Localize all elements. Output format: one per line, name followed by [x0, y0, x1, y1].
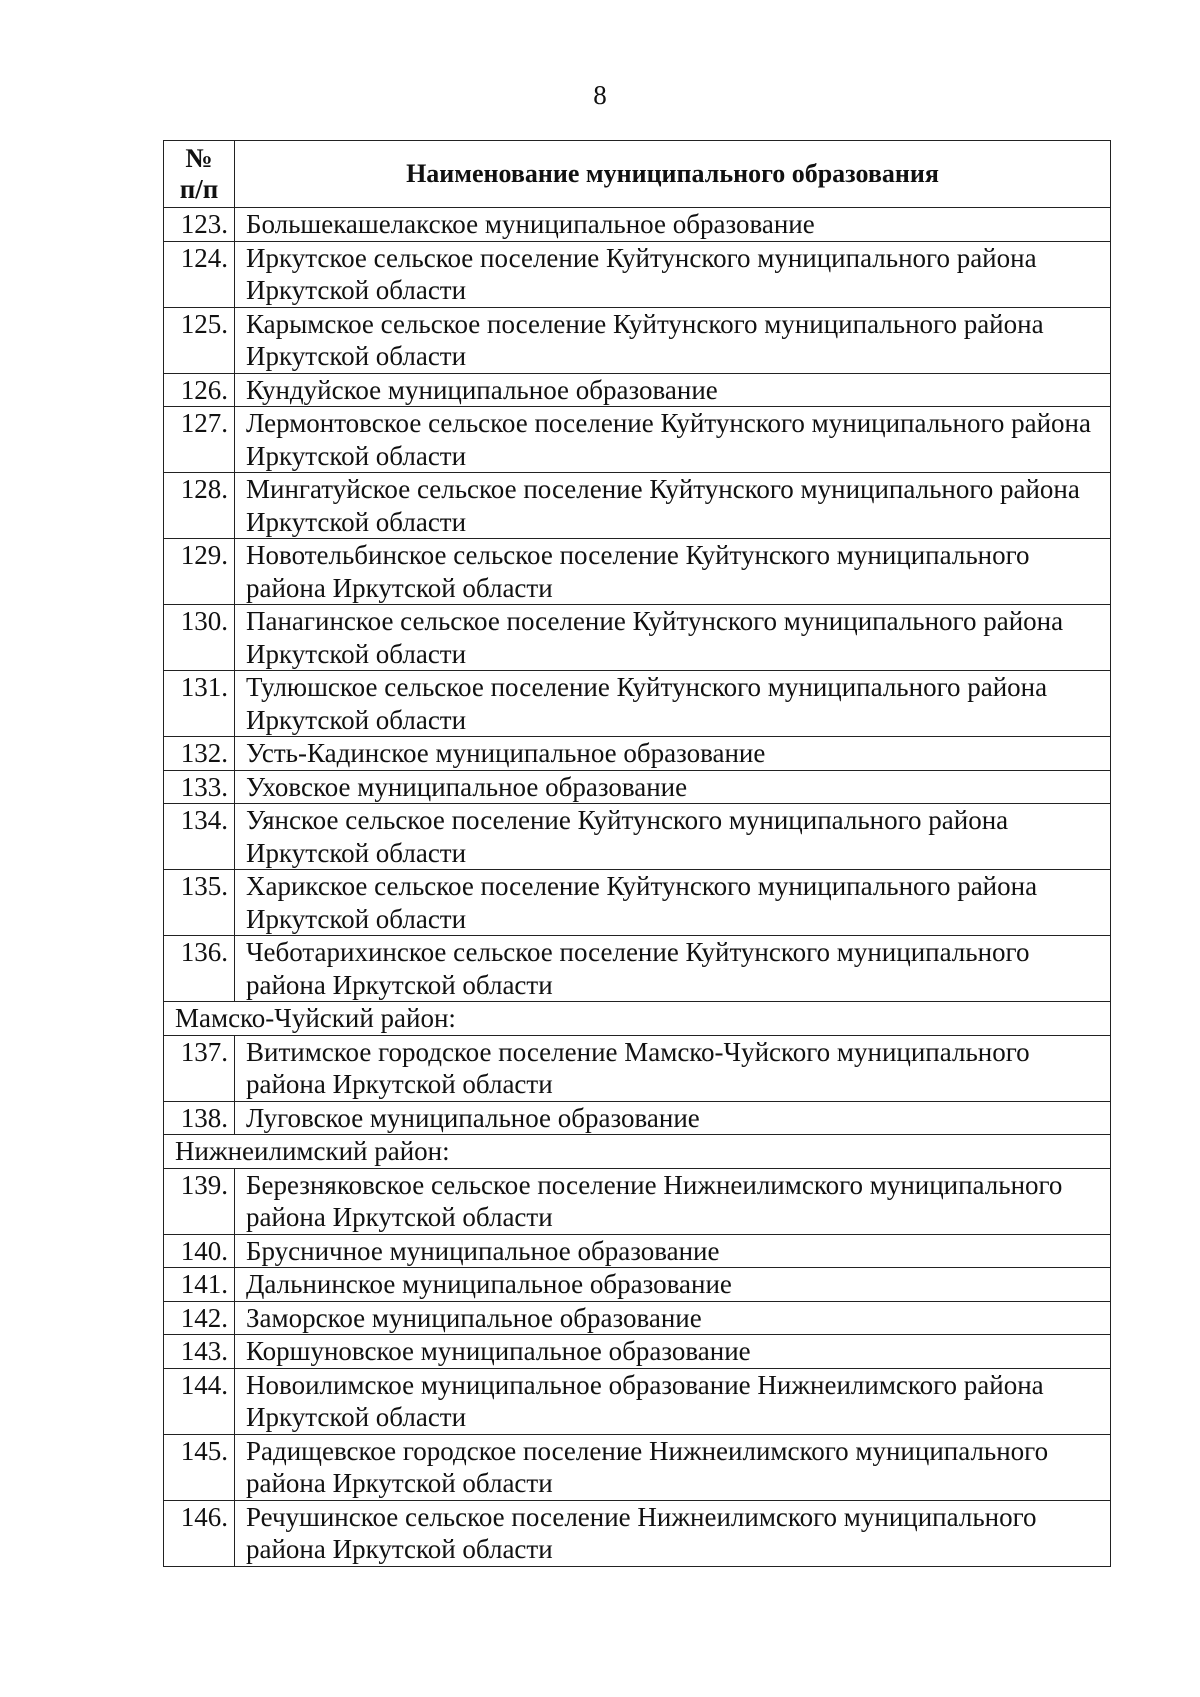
row-number: 127.	[164, 407, 235, 473]
municipality-name: Харикское сельское поселение Куйтунского муниципального района Иркутской области	[235, 870, 1111, 936]
municipality-name: Дальнинское муниципальное образование	[235, 1268, 1111, 1302]
row-number: 138.	[164, 1101, 235, 1135]
table-row	[164, 671, 1111, 737]
municipality-name: Мингатуйское сельское поселение Куйтунского муниципального района Иркутской области	[235, 473, 1111, 539]
row-number: 136.	[164, 936, 235, 1002]
table-row	[164, 1301, 1111, 1335]
municipality-name: Брусничное муниципальное образование	[235, 1234, 1111, 1268]
municipality-name: Тулюшское сельское поселение Куйтунского муниципального района Иркутской области	[235, 671, 1111, 737]
municipality-name: Заморское муниципальное образование	[235, 1301, 1111, 1335]
municipality-name: Большекашелакское муниципальное образование	[235, 208, 1111, 242]
municipality-name: Новоилимское муниципальное образование Нижнеилимского района Иркутской области	[235, 1368, 1111, 1434]
municipality-name: Панагинское сельское поселение Куйтунского муниципального района Иркутской области	[235, 605, 1111, 671]
table-row	[164, 770, 1111, 804]
row-number: 144.	[164, 1368, 235, 1434]
municipality-name: Радищевское городское поселение Нижнеилимского муниципального района Иркутской области	[235, 1434, 1111, 1500]
row-number: 131.	[164, 671, 235, 737]
table-row	[164, 605, 1111, 671]
row-number: 140.	[164, 1234, 235, 1268]
district-group-label: Мамско-Чуйский район:	[164, 1002, 1111, 1036]
header-name-cell: Наименование муниципального образования	[235, 141, 1111, 208]
header-number-symbol: №	[185, 143, 213, 173]
municipality-name: Березняковское сельское поселение Нижнеилимского муниципального района Иркутской области	[235, 1168, 1111, 1234]
table-row	[164, 473, 1111, 539]
municipality-name: Новотельбинское сельское поселение Куйтунского муниципального района Иркутской области	[235, 539, 1111, 605]
table-header-row	[164, 141, 1111, 208]
table-body	[164, 208, 1111, 1567]
row-number: 132.	[164, 737, 235, 771]
row-number: 128.	[164, 473, 235, 539]
district-group-row	[164, 1135, 1111, 1169]
table-row	[164, 1168, 1111, 1234]
table-row	[164, 1335, 1111, 1369]
row-number: 145.	[164, 1434, 235, 1500]
table-row	[164, 1500, 1111, 1566]
municipality-name: Кундуйское муниципальное образование	[235, 373, 1111, 407]
row-number: 123.	[164, 208, 235, 242]
row-number: 135.	[164, 870, 235, 936]
municipality-name: Иркутское сельское поселение Куйтунского муниципального района Иркутской области	[235, 241, 1111, 307]
table-row	[164, 1368, 1111, 1434]
row-number: 139.	[164, 1168, 235, 1234]
district-group-label: Нижнеилимский район:	[164, 1135, 1111, 1169]
row-number: 124.	[164, 241, 235, 307]
municipalities-table	[163, 140, 1111, 1567]
row-number: 134.	[164, 804, 235, 870]
table-row	[164, 737, 1111, 771]
table-row	[164, 1035, 1111, 1101]
district-group-row	[164, 1002, 1111, 1036]
municipality-name: Карымское сельское поселение Куйтунского муниципального района Иркутской области	[235, 307, 1111, 373]
municipalities-table-container	[163, 140, 1110, 1567]
table-row	[164, 407, 1111, 473]
table-row	[164, 804, 1111, 870]
municipality-name: Чеботарихинское сельское поселение Куйтунского муниципального района Иркутской области	[235, 936, 1111, 1002]
municipality-name: Луговское муниципальное образование	[235, 1101, 1111, 1135]
header-number-abbrev: п/п	[179, 174, 219, 204]
municipality-name: Речушинское сельское поселение Нижнеилимского муниципального района Иркутской области	[235, 1500, 1111, 1566]
row-number: 125.	[164, 307, 235, 373]
table-row	[164, 1268, 1111, 1302]
municipality-name: Лермонтовское сельское поселение Куйтунского муниципального района Иркутской области	[235, 407, 1111, 473]
municipality-name: Уховское муниципальное образование	[235, 770, 1111, 804]
row-number: 137.	[164, 1035, 235, 1101]
table-row	[164, 241, 1111, 307]
row-number: 130.	[164, 605, 235, 671]
page-number: 8	[593, 80, 607, 110]
municipality-name: Витимское городское поселение Мамско-Чуйского муниципального района Иркутской области	[235, 1035, 1111, 1101]
table-row	[164, 373, 1111, 407]
row-number: 143.	[164, 1335, 235, 1369]
municipality-name: Коршуновское муниципальное образование	[235, 1335, 1111, 1369]
table-row	[164, 1434, 1111, 1500]
table-row	[164, 307, 1111, 373]
municipality-name: Усть-Кадинское муниципальное образование	[235, 737, 1111, 771]
row-number: 146.	[164, 1500, 235, 1566]
row-number: 129.	[164, 539, 235, 605]
header-number-cell	[164, 141, 235, 208]
table-row	[164, 1101, 1111, 1135]
table-row	[164, 870, 1111, 936]
row-number: 133.	[164, 770, 235, 804]
table-row	[164, 936, 1111, 1002]
row-number: 141.	[164, 1268, 235, 1302]
municipality-name: Уянское сельское поселение Куйтунского муниципального района Иркутской области	[235, 804, 1111, 870]
table-row	[164, 208, 1111, 242]
row-number: 142.	[164, 1301, 235, 1335]
table-row	[164, 539, 1111, 605]
table-row	[164, 1234, 1111, 1268]
row-number: 126.	[164, 373, 235, 407]
